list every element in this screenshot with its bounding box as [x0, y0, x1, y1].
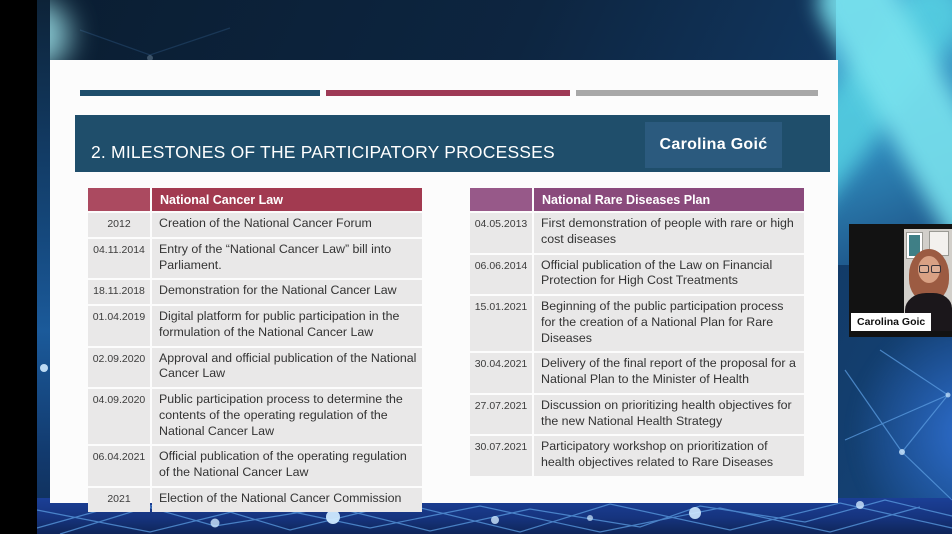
milestone-description: First demonstration of people with rare or high cost diseases	[534, 213, 804, 253]
milestone-date: 06.06.2014	[470, 255, 532, 295]
table-row	[470, 395, 804, 435]
milestone-date: 01.04.2019	[88, 306, 150, 346]
table-row	[470, 213, 804, 253]
table-row	[470, 296, 804, 351]
speaker-logo	[645, 122, 782, 168]
speaker-glasses	[919, 265, 929, 273]
milestone-description: Election of the National Cancer Commission	[152, 488, 422, 512]
table-row	[88, 213, 422, 237]
milestone-date: 02.09.2020	[88, 348, 150, 388]
milestone-description: Official publication of the operating regulation of the National Cancer Law	[152, 446, 422, 486]
table-row	[88, 348, 422, 388]
slide-title: 2. MILESTONES OF THE PARTICIPATORY PROCESSES	[91, 142, 555, 162]
milestone-date: 27.07.2021	[470, 395, 532, 435]
milestone-description: Delivery of the final report of the proposal for a National Plan to the Minister of Health	[534, 353, 804, 393]
milestone-date: 15.01.2021	[470, 296, 532, 351]
milestone-description: Public participation process to determine the contents of the operating regulation of the National Cancer Law	[152, 389, 422, 444]
table-row	[88, 389, 422, 444]
webcam-video-thumbnail[interactable]	[849, 224, 952, 337]
milestone-date: 06.04.2021	[88, 446, 150, 486]
accent-bar-teal	[80, 90, 320, 96]
milestone-description: Official publication of the Law on Financial Protection for High Cost Treatments	[534, 255, 804, 295]
presentation-slide	[50, 60, 838, 503]
national-cancer-law-table	[88, 188, 422, 512]
milestone-description: Digital platform for public participation in the formulation of the National Cancer Law	[152, 306, 422, 346]
milestone-date: 2021	[88, 488, 150, 512]
table-row	[88, 306, 422, 346]
table-row	[88, 446, 422, 486]
accent-bar-gray	[576, 90, 818, 96]
table-row	[88, 239, 422, 279]
table-row	[470, 255, 804, 295]
milestone-date: 04.05.2013	[470, 213, 532, 253]
speaker-logo-text: Carolina Goić	[659, 136, 768, 153]
national-rare-diseases-plan-table	[470, 188, 804, 476]
milestone-date: 2012	[88, 213, 150, 237]
milestone-description: Discussion on prioritizing health objectives for the new National Health Strategy	[534, 395, 804, 435]
milestone-description: Entry of the “National Cancer Law” bill into Parliament.	[152, 239, 422, 279]
left-letterbox-bar	[0, 0, 37, 534]
table-body	[470, 213, 804, 476]
participant-name-label: Carolina Goic	[851, 313, 931, 331]
table-header-row	[470, 188, 804, 211]
milestone-date: 30.07.2021	[470, 436, 532, 476]
table-header-title: National Cancer Law	[152, 188, 422, 211]
table-header-title: National Rare Diseases Plan	[534, 188, 804, 211]
milestone-date: 04.09.2020	[88, 389, 150, 444]
milestone-date: 18.11.2018	[88, 280, 150, 304]
slide-title-bar	[75, 115, 830, 172]
table-row	[470, 353, 804, 393]
table-header-row	[88, 188, 422, 211]
speaker-glasses	[931, 265, 941, 273]
milestone-date: 30.04.2021	[470, 353, 532, 393]
accent-bar-maroon	[326, 90, 570, 96]
table-header-date-cell	[470, 188, 532, 211]
table-header-date-cell	[88, 188, 150, 211]
milestone-description: Approval and official publication of the National Cancer Law	[152, 348, 422, 388]
milestone-description: Beginning of the public participation process for the creation of a National Plan for Rare Diseases	[534, 296, 804, 351]
milestone-description: Creation of the National Cancer Forum	[152, 213, 422, 237]
table-row	[88, 488, 422, 512]
table-row	[88, 280, 422, 304]
table-body	[88, 213, 422, 512]
milestone-date: 04.11.2014	[88, 239, 150, 279]
milestone-description: Demonstration for the National Cancer Law	[152, 280, 422, 304]
milestone-description: Participatory workshop on prioritization of health objectives related to Rare Diseases	[534, 436, 804, 476]
table-row	[470, 436, 804, 476]
